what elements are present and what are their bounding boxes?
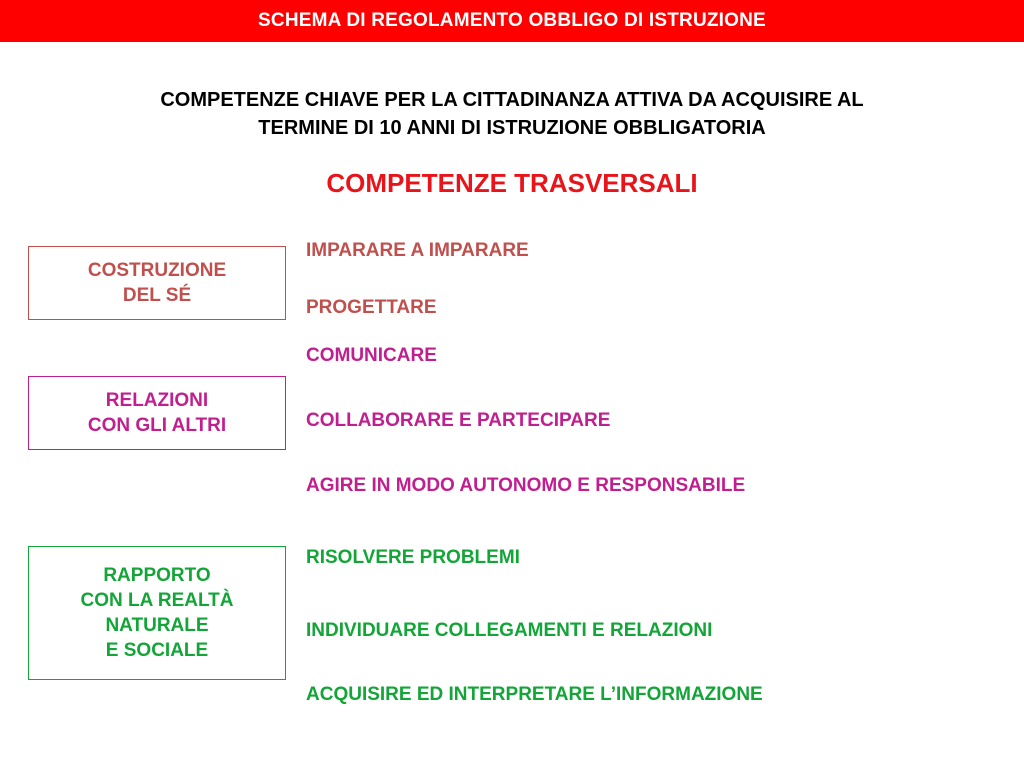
- competence-item: ACQUISIRE ED INTERPRETARE L’INFORMAZIONE: [306, 684, 763, 705]
- subtitle-line-1: COMPETENZE CHIAVE PER LA CITTADINANZA ATTIVA DA ACQUISIRE AL: [160, 89, 864, 111]
- group-box-line: CON LA REALTÀ: [80, 590, 234, 611]
- banner-title: SCHEMA DI REGOLAMENTO OBBLIGO DI ISTRUZIONE: [258, 10, 766, 31]
- competence-item: INDIVIDUARE COLLEGAMENTI E RELAZIONI: [306, 620, 713, 641]
- group-box-costruzione-del-se: [28, 246, 286, 320]
- group-box-line: DEL SÉ: [122, 285, 192, 306]
- competence-item: COMUNICARE: [306, 345, 437, 366]
- competence-item: RISOLVERE PROBLEMI: [306, 547, 520, 568]
- group-box-line: COSTRUZIONE: [87, 260, 227, 281]
- competence-item: COLLABORARE E PARTECIPARE: [306, 410, 611, 431]
- group-box-line: NATURALE: [105, 615, 209, 636]
- competence-item: AGIRE IN MODO AUTONOMO E RESPONSABILE: [306, 475, 746, 496]
- group-box-line: RAPPORTO: [103, 565, 211, 586]
- competence-item: IMPARARE A IMPARARE: [306, 240, 529, 261]
- group-box-line: CON GLI ALTRI: [87, 415, 227, 436]
- subtitle-line-2: TERMINE DI 10 ANNI DI ISTRUZIONE OBBLIGATORIA: [258, 117, 766, 139]
- group-box-rapporto-con-la-realta: [28, 546, 286, 680]
- group-box-line: E SOCIALE: [105, 640, 209, 661]
- competence-item: PROGETTARE: [306, 297, 437, 318]
- group-box-relazioni-con-gli-altri: [28, 376, 286, 450]
- section-title: COMPETENZE TRASVERSALI: [326, 168, 698, 198]
- title-banner: [0, 0, 1024, 42]
- group-box-line: RELAZIONI: [105, 390, 209, 411]
- subtitle: [40, 86, 984, 142]
